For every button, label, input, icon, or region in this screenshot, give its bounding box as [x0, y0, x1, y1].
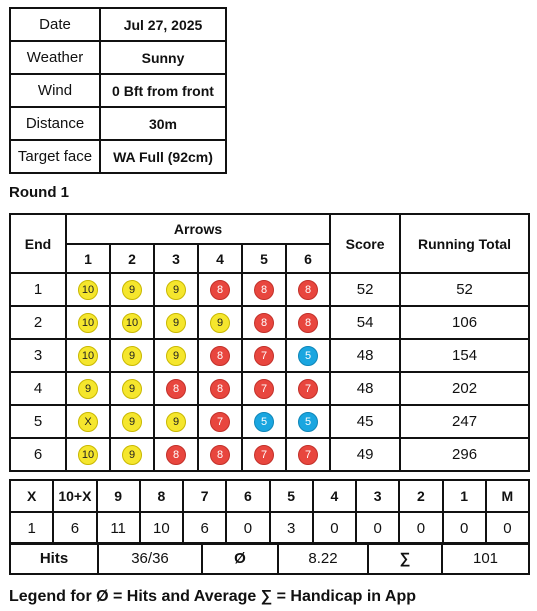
arrow-stats-body	[10, 480, 529, 544]
arrow-cell	[198, 405, 242, 438]
summary-body	[10, 543, 529, 574]
end-number: 3	[10, 339, 66, 372]
arrow-cell	[242, 405, 286, 438]
arrow-cell	[110, 372, 154, 405]
end-row	[10, 339, 529, 372]
stats-header-cell: 2	[399, 480, 442, 512]
arrow-score-dot: 5	[298, 346, 318, 366]
arrow-score-dot: 8	[254, 280, 274, 300]
summary-table	[9, 542, 530, 575]
running-total: 52	[400, 273, 529, 306]
arrow-score-dot: 8	[210, 280, 230, 300]
info-value: WA Full (92cm)	[100, 140, 226, 173]
info-row	[10, 41, 226, 74]
arrow-cell	[110, 438, 154, 471]
arrow-number: 1	[66, 244, 110, 273]
running-total: 247	[400, 405, 529, 438]
arrow-score-dot: 7	[298, 445, 318, 465]
end-score: 48	[330, 372, 400, 405]
handicap-value: 101	[442, 543, 529, 574]
arrow-score-dot: 8	[210, 379, 230, 399]
arrow-cell	[242, 372, 286, 405]
arrow-cell	[242, 339, 286, 372]
info-value: 0 Bft from front	[100, 74, 226, 107]
stats-value-cell: 1	[10, 512, 53, 544]
arrow-score-dot: X	[78, 412, 98, 432]
stats-value-cell: 3	[270, 512, 313, 544]
arrow-cell	[154, 438, 198, 471]
ends-body	[10, 273, 529, 471]
arrow-score-dot: 7	[298, 379, 318, 399]
end-number: 4	[10, 372, 66, 405]
stats-header-cell: 8	[140, 480, 183, 512]
arrow-cell	[66, 405, 110, 438]
arrows-header: Arrows	[66, 214, 330, 244]
end-header: End	[10, 214, 66, 273]
arrow-score-dot: 10	[78, 313, 98, 333]
arrow-cell	[66, 339, 110, 372]
info-row	[10, 107, 226, 140]
stats-value-cell: 0	[399, 512, 442, 544]
arrow-cell	[110, 273, 154, 306]
arrow-score-dot: 9	[166, 313, 186, 333]
info-label: Date	[10, 8, 100, 41]
running-total: 296	[400, 438, 529, 471]
arrow-number: 3	[154, 244, 198, 273]
arrow-cell	[66, 306, 110, 339]
legend-text: Legend for Ø = Hits and Average ∑ = Handicap in App	[9, 588, 417, 605]
scores-header-row	[10, 214, 529, 244]
arrow-score-dot: 9	[122, 445, 142, 465]
info-row	[10, 140, 226, 173]
arrow-score-dot: 9	[166, 412, 186, 432]
stats-value-row	[10, 512, 529, 544]
arrow-cell	[110, 306, 154, 339]
arrow-cell	[66, 372, 110, 405]
stats-header-cell: 9	[97, 480, 140, 512]
end-number: 2	[10, 306, 66, 339]
info-label: Weather	[10, 41, 100, 74]
info-label: Distance	[10, 107, 100, 140]
end-score: 54	[330, 306, 400, 339]
arrow-score-dot: 8	[254, 313, 274, 333]
arrow-score-dot: 9	[122, 346, 142, 366]
info-row	[10, 8, 226, 41]
end-score: 52	[330, 273, 400, 306]
arrow-cell	[154, 306, 198, 339]
arrow-score-dot: 10	[78, 445, 98, 465]
running-total: 154	[400, 339, 529, 372]
end-score: 48	[330, 339, 400, 372]
stats-header-cell: 4	[313, 480, 356, 512]
stats-header-row	[10, 480, 529, 512]
arrow-cell	[286, 438, 330, 471]
arrow-cell	[198, 273, 242, 306]
arrow-score-dot: 9	[166, 280, 186, 300]
average-value: 8.22	[278, 543, 368, 574]
info-label: Target face	[10, 140, 100, 173]
arrow-cell	[242, 438, 286, 471]
arrow-score-dot: 7	[254, 379, 274, 399]
stats-value-cell: 6	[183, 512, 226, 544]
end-row	[10, 372, 529, 405]
running-total-header: Running Total	[400, 214, 529, 273]
arrow-score-dot: 10	[78, 280, 98, 300]
arrow-number: 6	[286, 244, 330, 273]
end-score: 45	[330, 405, 400, 438]
arrow-score-dot: 10	[122, 313, 142, 333]
stats-header-cell: 3	[356, 480, 399, 512]
running-total: 106	[400, 306, 529, 339]
arrow-score-dot: 8	[298, 280, 318, 300]
stats-header-cell: 10+X	[53, 480, 96, 512]
stats-value-cell: 0	[443, 512, 486, 544]
arrow-cell	[110, 339, 154, 372]
arrow-cell	[198, 438, 242, 471]
arrow-score-dot: 7	[210, 412, 230, 432]
end-number: 1	[10, 273, 66, 306]
arrow-cell	[154, 405, 198, 438]
end-number: 6	[10, 438, 66, 471]
stats-header-cell: 6	[226, 480, 269, 512]
arrow-cell	[198, 339, 242, 372]
hits-value: 36/36	[98, 543, 202, 574]
arrow-score-dot: 8	[166, 379, 186, 399]
stats-header-cell: X	[10, 480, 53, 512]
arrow-cell	[198, 306, 242, 339]
stats-value-cell: 0	[356, 512, 399, 544]
arrow-score-dot: 8	[298, 313, 318, 333]
arrow-score-dot: 9	[122, 412, 142, 432]
arrow-score-dot: 5	[298, 412, 318, 432]
scores-table	[9, 213, 530, 472]
stats-header-cell: 1	[443, 480, 486, 512]
info-value: 30m	[100, 107, 226, 140]
arrow-cell	[286, 405, 330, 438]
arrow-score-dot: 9	[122, 379, 142, 399]
info-row	[10, 74, 226, 107]
scores-header	[10, 214, 529, 273]
arrow-cell	[66, 438, 110, 471]
arrow-cell	[198, 372, 242, 405]
stats-value-cell: 0	[226, 512, 269, 544]
stats-value-cell: 11	[97, 512, 140, 544]
arrow-score-dot: 9	[210, 313, 230, 333]
summary-row	[10, 543, 529, 574]
arrow-score-dot: 9	[166, 346, 186, 366]
arrow-cell	[154, 273, 198, 306]
arrow-score-dot: 10	[78, 346, 98, 366]
session-info-table	[9, 7, 227, 174]
arrow-number: 2	[110, 244, 154, 273]
arrow-score-dot: 5	[254, 412, 274, 432]
hits-label: Hits	[10, 543, 98, 574]
end-row	[10, 438, 529, 471]
stats-header-cell: 7	[183, 480, 226, 512]
arrow-score-dot: 9	[78, 379, 98, 399]
info-value: Jul 27, 2025	[100, 8, 226, 41]
handicap-symbol: ∑	[368, 543, 442, 574]
stats-header-cell: 5	[270, 480, 313, 512]
arrow-cell	[286, 339, 330, 372]
arrow-cell	[286, 306, 330, 339]
end-row	[10, 405, 529, 438]
info-value: Sunny	[100, 41, 226, 74]
stats-value-cell: 6	[53, 512, 96, 544]
arrow-cell	[286, 372, 330, 405]
average-symbol: Ø	[202, 543, 278, 574]
stats-value-cell: 0	[313, 512, 356, 544]
arrow-score-dot: 8	[210, 346, 230, 366]
arrow-cell	[242, 273, 286, 306]
arrow-cell	[154, 372, 198, 405]
arrow-cell	[110, 405, 154, 438]
arrow-score-dot: 7	[254, 445, 274, 465]
end-number: 5	[10, 405, 66, 438]
info-label: Wind	[10, 74, 100, 107]
end-row	[10, 306, 529, 339]
arrow-number: 5	[242, 244, 286, 273]
arrow-number: 4	[198, 244, 242, 273]
arrow-score-dot: 8	[210, 445, 230, 465]
arrow-cell	[242, 306, 286, 339]
score-header: Score	[330, 214, 400, 273]
session-info-body	[10, 8, 226, 173]
arrow-stats-table	[9, 479, 530, 545]
running-total: 202	[400, 372, 529, 405]
arrow-cell	[154, 339, 198, 372]
arrow-score-dot: 8	[166, 445, 186, 465]
end-row	[10, 273, 529, 306]
stats-header-cell: M	[486, 480, 529, 512]
end-score: 49	[330, 438, 400, 471]
arrow-score-dot: 7	[254, 346, 274, 366]
stats-value-cell: 0	[486, 512, 529, 544]
round-title: Round 1	[9, 184, 69, 201]
arrow-score-dot: 9	[122, 280, 142, 300]
arrow-cell	[66, 273, 110, 306]
stats-value-cell: 10	[140, 512, 183, 544]
arrow-cell	[286, 273, 330, 306]
